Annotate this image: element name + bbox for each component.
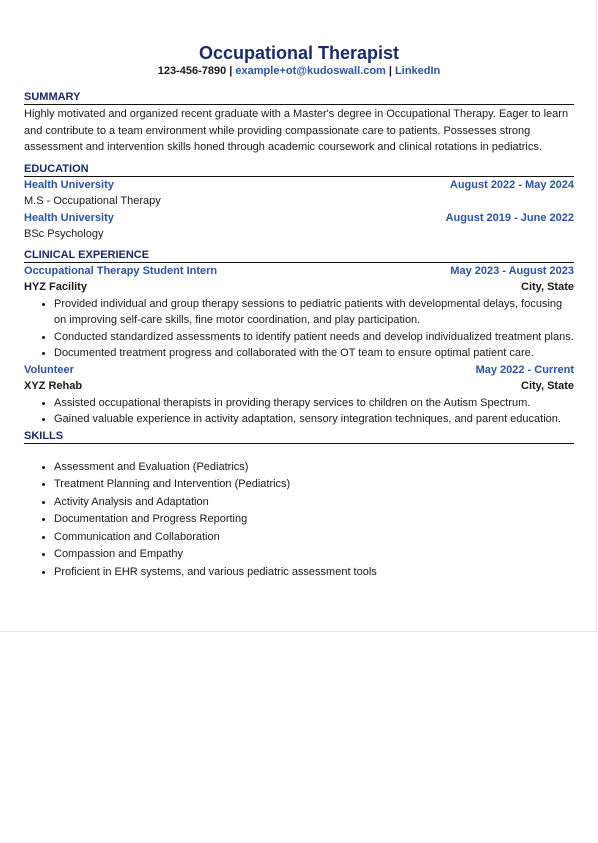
- section-title-education: EDUCATION: [24, 163, 574, 177]
- education-header-row: [24, 210, 574, 227]
- experience-bullets: [24, 395, 574, 428]
- experience-org-row: [24, 378, 574, 395]
- experience-entry: [24, 263, 574, 362]
- school-name: Health University: [24, 211, 114, 224]
- experience-role-row: [24, 263, 574, 280]
- experience-section: [24, 249, 574, 428]
- school-name: Health University: [24, 178, 114, 191]
- education-dates: August 2019 - June 2022: [445, 211, 574, 224]
- email-link[interactable]: example+ot@kudoswall.com: [235, 65, 386, 77]
- list-item: • Assisted occupational therapists in providing therapy services to children on the Autism Spectrum.: [54, 395, 574, 412]
- education-dates: August 2022 - May 2024: [449, 178, 574, 191]
- job-role: Volunteer: [24, 363, 74, 376]
- organization: XYZ Rehab: [24, 380, 83, 392]
- linkedin-link[interactable]: LinkedIn: [395, 65, 441, 77]
- skills-section: [24, 430, 574, 582]
- experience-org-row: [24, 279, 574, 296]
- list-item: • Gained valuable experience in activity adaptation, sensory integration techniques, and parent education.: [54, 411, 574, 428]
- phone-number: 123-456-7890: [157, 65, 227, 77]
- resume-content: [24, 42, 574, 581]
- degree: M.S - Occupational Therapy: [24, 195, 161, 207]
- list-item: • Assessment and Evaluation (Pediatrics): [54, 459, 574, 477]
- education-entry: [24, 210, 574, 243]
- summary-text: Highly motivated and organized recent graduate with a Master's degree in Occupational Therapy. Eager to learn and contribute to a team environment while providing compassionate care to patients. Possesses strong assessment and intervention skills honed through academic coursework and clinical rotations in pediatrics.: [24, 108, 569, 153]
- skills-list: [24, 459, 574, 582]
- summary-section: [24, 91, 574, 156]
- education-section: [24, 163, 574, 243]
- list-item: • Conducted standardized assessments to identify patient needs and develop individualized treatment plans.: [54, 329, 574, 346]
- location: City, State: [521, 380, 574, 392]
- list-item: • Documented treatment progress and collaborated with the OT team to ensure optimal patient care.: [54, 345, 574, 362]
- experience-role-row: [24, 362, 574, 379]
- experience-entry: [24, 362, 574, 428]
- degree-row: [24, 226, 574, 243]
- list-item: • Proficient in EHR systems, and various pediatric assessment tools: [54, 564, 574, 582]
- section-title-summary: SUMMARY: [24, 91, 574, 105]
- contact-separator: |: [229, 65, 233, 77]
- experience-bullets: [24, 296, 574, 362]
- organization: HYZ Facility: [24, 281, 87, 293]
- list-item: • Activity Analysis and Adaptation: [54, 494, 574, 512]
- job-role: Occupational Therapy Student Intern: [24, 264, 218, 277]
- list-item: • Compassion and Empathy: [54, 546, 574, 564]
- section-title-experience: CLINICAL EXPERIENCE: [24, 249, 574, 263]
- contact-line: [24, 64, 574, 78]
- job-dates: May 2023 - August 2023: [450, 264, 574, 277]
- job-dates: May 2022 - Current: [475, 363, 574, 376]
- degree-row: [24, 193, 574, 210]
- degree: BSc Psychology: [24, 228, 104, 240]
- education-header-row: [24, 177, 574, 194]
- list-item: • Documentation and Progress Reporting: [54, 511, 574, 529]
- location: City, State: [521, 281, 574, 293]
- contact-separator: |: [388, 65, 392, 77]
- list-item: • Treatment Planning and Intervention (Pediatrics): [54, 476, 574, 494]
- list-item: • Communication and Collaboration: [54, 529, 574, 547]
- list-item: • Provided individual and group therapy sessions to pediatric patients with developmental delays, focusing on improving self-care skills, fine motor coordination, and play participation.: [54, 296, 574, 329]
- section-title-skills: SKILLS: [24, 430, 574, 444]
- education-entry: [24, 177, 574, 210]
- page-title: Occupational Therapist: [198, 43, 400, 63]
